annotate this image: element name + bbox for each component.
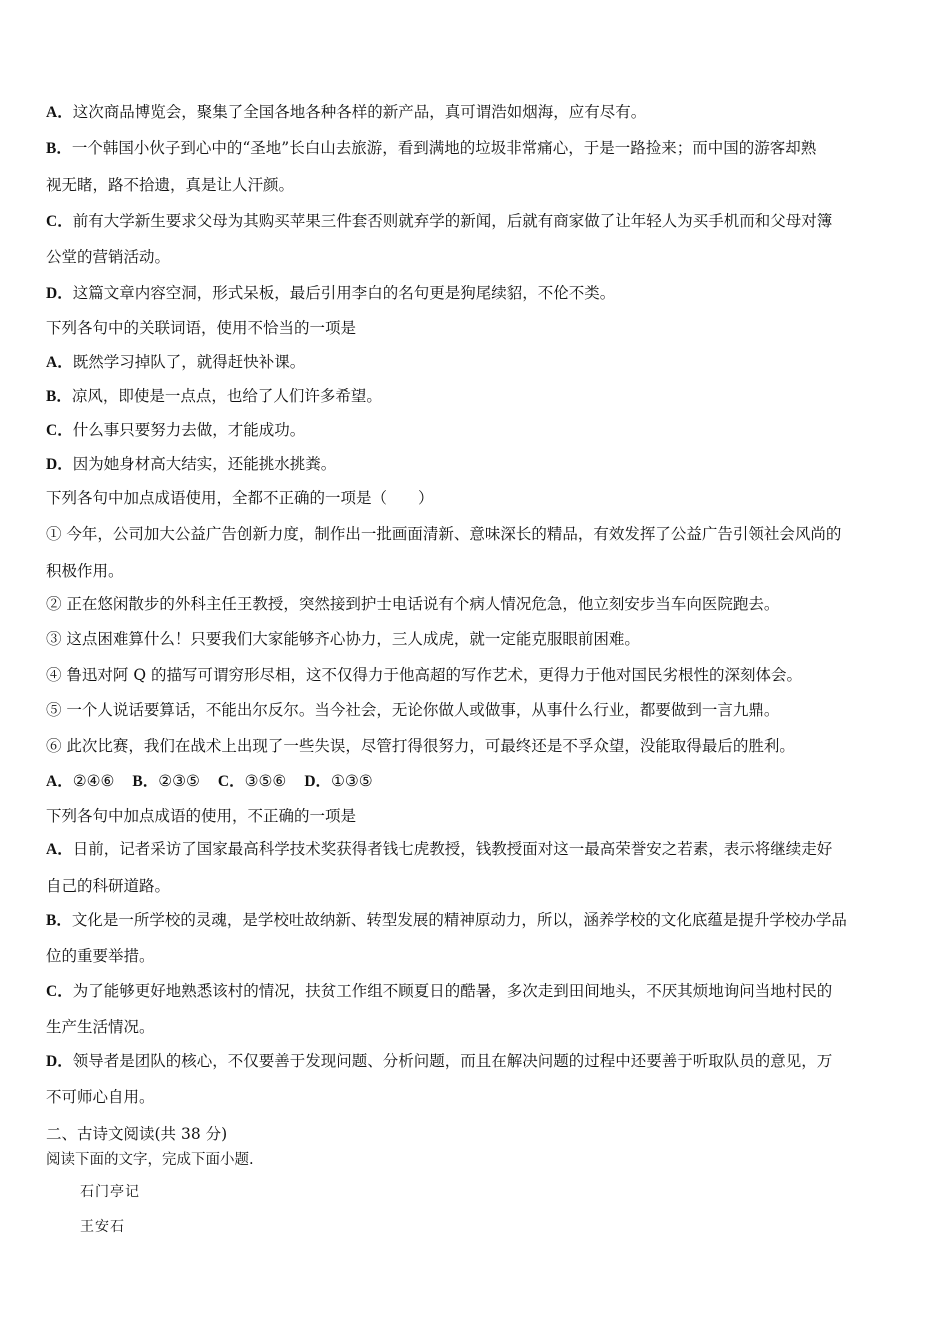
- option-a: [46, 102, 908, 123]
- option-label: C．: [46, 983, 73, 1000]
- option-text: 这次商品博览会，聚集了全国各地各种各样的新产品，真可谓浩如烟海，应有尽有。: [72, 103, 647, 121]
- statement-1-cont: 积极作用。: [46, 562, 124, 580]
- option-label: C．: [46, 422, 73, 439]
- option-d: [46, 454, 908, 475]
- option-text: 领导者是团队的核心，不仅要善于发现问题、分析问题，而且在解决问题的过程中还要善于听取队员的意见，万: [72, 1052, 833, 1070]
- section-instruction: 阅读下面的文字，完成下面小题.: [46, 1152, 254, 1168]
- option-b-cont: 视无睹，路不拾遗，真是让人汗颜。: [46, 176, 295, 194]
- option-text: 为了能够更好地熟悉该村的情况，扶贫工作组不顾夏日的酷暑，多次走到田间地头，不厌其烦地询问当地村民的: [72, 982, 833, 1000]
- option-d: [46, 1051, 908, 1072]
- option-text: 什么事只要努力去做，才能成功。: [72, 421, 306, 439]
- option-text: 凉风，即使是一点点，也给了人们许多希望。: [71, 387, 382, 405]
- option-c-cont: 生产生活情况。: [46, 1018, 155, 1036]
- choice-text: ②③⑤: [158, 772, 200, 790]
- article-title: 石门亭记: [80, 1184, 140, 1200]
- statement-6: ⑥ 此次比赛，我们在战术上出现了一些失误，尽管打得很努力，可最终还是不孚众望，没能取得最后的胜利。: [46, 737, 795, 755]
- choice-label: B．: [132, 773, 159, 790]
- choice-label: C．: [217, 773, 245, 790]
- option-b: [46, 138, 908, 159]
- option-text: 文化是一所学校的灵魂，是学校吐故纳新、转型发展的精神原动力，所以，涵养学校的文化底蕴是提升学校办学品: [71, 911, 847, 929]
- option-text: 前有大学新生要求父母为其购买苹果三件套否则就弃学的新闻，后就有商家做了让年轻人为买手机而和父母对簿: [72, 212, 833, 230]
- option-label: B．: [46, 140, 72, 157]
- answer-choices: [46, 771, 908, 792]
- option-c: [46, 981, 908, 1002]
- option-label: A．: [46, 841, 73, 858]
- option-c-cont: 公堂的营销活动。: [46, 248, 171, 266]
- option-label: D．: [46, 1053, 73, 1070]
- option-text: 这篇文章内容空洞，形式呆板，最后引用李白的名句更是狗尾续貂，不伦不类。: [72, 284, 616, 302]
- option-label: A．: [46, 104, 73, 121]
- statement-2: ② 正在悠闲散步的外科主任王教授，突然接到护士电话说有个病人情况危急，他立刻安步当车向医院跑去。: [46, 595, 780, 613]
- option-d-cont: 不可师心自用。: [46, 1088, 155, 1106]
- choice-text: ①③⑤: [331, 772, 373, 790]
- statement-4: ④ 鲁迅对阿 Q 的描写可谓穷形尽相，这不仅得力于他高超的写作艺术，更得力于他对国民劣根性的深刻体会。: [46, 666, 802, 684]
- option-c: [46, 211, 908, 232]
- option-a: [46, 839, 908, 860]
- article-author: 王安石: [80, 1219, 125, 1235]
- option-text: 一个韩国小伙子到心中的“圣地”长白山去旅游，看到满地的垃圾非常痛心，于是一路捡来；而中国的游客却熟: [71, 139, 817, 157]
- option-a: [46, 352, 908, 373]
- option-label: B．: [46, 388, 72, 405]
- question-stem: 下列各句中加点成语的使用，不正确的一项是: [46, 807, 357, 825]
- choice-label: D．: [304, 773, 332, 790]
- question-stem: 下列各句中的关联词语，使用不恰当的一项是: [46, 319, 357, 337]
- option-b: [46, 386, 908, 407]
- choice-label: A．: [46, 773, 73, 790]
- option-label: D．: [46, 285, 73, 302]
- section-title: 二、古诗文阅读(共 38 分): [46, 1125, 228, 1143]
- statement-5: ⑤ 一个人说话要算话，不能出尔反尔。当今社会，无论你做人或做事，从事什么行业，都要做到一言九鼎。: [46, 701, 780, 719]
- option-text: 因为她身材高大结实，还能挑水挑粪。: [72, 455, 337, 473]
- option-c: [46, 420, 908, 441]
- option-text: 日前，记者采访了国家最高科学技术奖获得者钱七虎教授，钱教授面对这一最高荣誉安之若素，表示将继续走好: [72, 840, 833, 858]
- option-a-cont: 自己的科研道路。: [46, 877, 171, 895]
- question-stem: 下列各句中加点成语使用，全都不正确的一项是（ ）: [46, 489, 434, 507]
- statement-3: ③ 这点困难算什么！只要我们大家能够齐心协力，三人成虎，就一定能克服眼前困难。: [46, 630, 640, 648]
- choice-text: ②④⑥: [72, 772, 115, 790]
- statement-1: ① 今年，公司加大公益广告创新力度，制作出一批画面清新、意味深长的精品，有效发挥了公益广告引领社会风尚的: [46, 525, 842, 543]
- option-b-cont: 位的重要举措。: [46, 947, 155, 965]
- option-b: [46, 910, 908, 931]
- option-label: D．: [46, 456, 73, 473]
- option-label: C．: [46, 213, 73, 230]
- option-text: 既然学习掉队了，就得赶快补课。: [72, 353, 306, 371]
- option-d: [46, 283, 908, 304]
- option-label: A．: [46, 354, 73, 371]
- choice-text: ③⑤⑥: [244, 772, 287, 790]
- option-label: B．: [46, 912, 72, 929]
